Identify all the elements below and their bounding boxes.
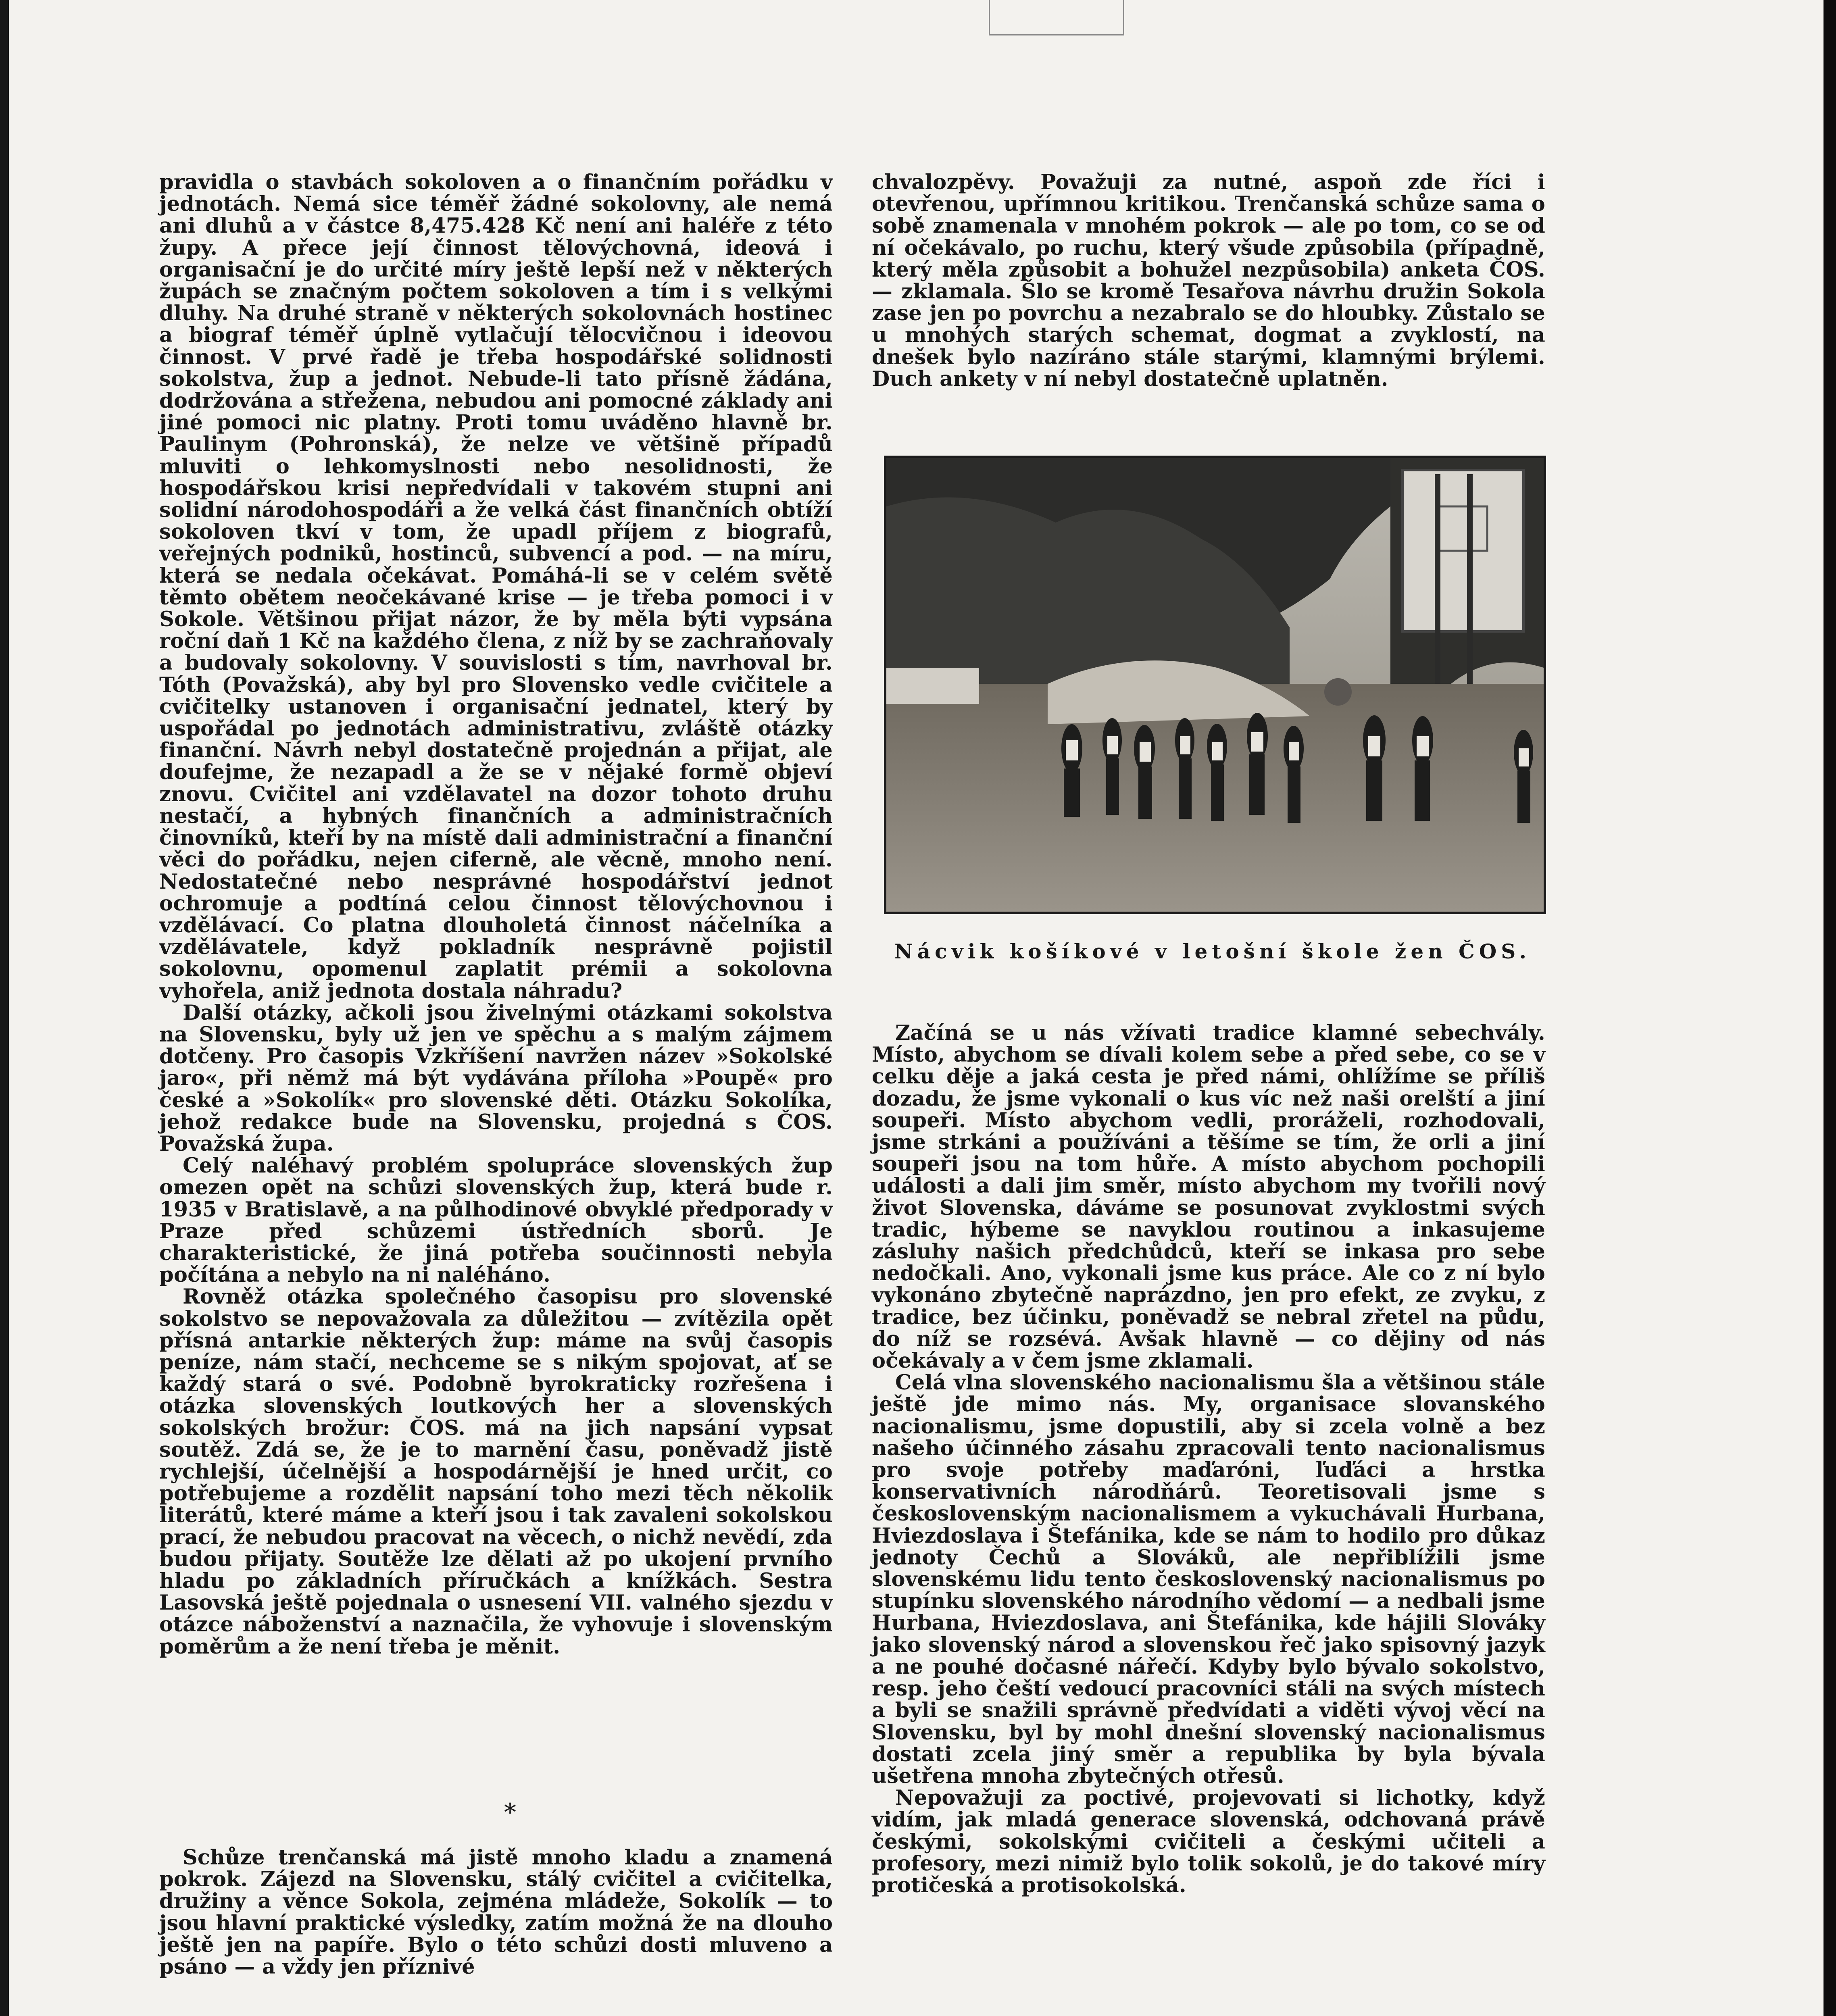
right-paragraph-1: Začíná se u nás vžívati tradice klamné sebechvály. Místo, abychom se dívali kolem sebe a před sebe, co se v celku děje a jaká cesta je před námi, ohlížíme se příliš dozadu, že jsme vykonali o kus víc než naši orelští a jiní soupeři. Místo abychom vedli, proráželi, rozhodovali, jsme strkáni a používáni a těšíme se tím, že orli a jiní soupeři jsou na tom hůře. A místo abychom pochopili události a dali jim směr, místo abychom my tvořili nový život Slovenska, dáváme se posunovat zvyklostmi svých tradic, hýbeme se navyklou routinou a inkasujeme zásluhy našich předchůdců, kteří se inkasa pro sebe nedočkali. Ano, vykonali jsme kus práce. Ale co z ní bylo vykonáno zbytečně naprázdno, jen pro efekt, ze zvyku, z tradice, bez účinku, poněvadž se nebral zřetel na půdu, do níž se rozsévá. Avšak hlavně — co dějiny od nás očekávaly a v čem jsme zklamali. <box>872 1021 1545 1373</box>
left-closing-paragraph: Schůze trenčanská má jistě mnoho kladu a znamená pokrok. Zájezd na Slovensku, stálý cvičitel a cvičitelka, družiny a věnce Sokola, zejména mládeže, Sokolík — to jsou hlavní praktické výsledky, zatím možná že na dlouho ještě jen na papíře. Bylo o této schůzi dosti mluveno a psáno — a vždy jen příznivé <box>159 1845 833 1979</box>
left-paragraph-3: Celý naléhavý problém spolupráce slovenských žup omezen opět na schůzi slovenských žup, která bude r. 1935 v Bratislavě, a na půlhodinové obvyklé předporady v Praze před schůzemi ústředních sborů. Je charakteristické, že jiná potřeba součinnosti nebyla počítána a nebylo na ni naléháno. <box>159 1154 833 1287</box>
left-paragraph-2: Další otázky, ačkoli jsou živelnými otázkami sokolstva na Slovensku, byly už jen ve spěchu a s malým zájmem dotčeny. Pro časopis Vzkříšení navržen název »Sokolské jaro«, při němž má být vydávána příloha »Poupě« pro české a »Sokolík« pro slovenské děti. Otázku Sokolíka, jehož redakce bude na Slovensku, projedná s ČOS. Považská župa. <box>159 1000 833 1156</box>
left-column <box>159 171 833 1658</box>
right-column-top <box>872 171 1545 390</box>
scan-edge <box>1823 0 1836 2016</box>
left-closing-block <box>159 1847 833 1978</box>
right-column-bottom <box>872 1022 1545 1896</box>
left-paragraph-4: Rovněž otázka společného časopisu pro slovenské sokolstvo se nepovažovala za důležitou — zvítězila opět přísná antarkie některých žup: máme na svůj časopis peníze, nám stačí, nechceme se s nikým spojovat, ať se každý stará o své. Podobně byrokraticky rozřešena i otázka slovenských loutkových her a slovenských sokolských brožur: ČOS. má na jich napsání vypsat soutěž. Zdá se, že je to marnění času, poněvadž jistě rychlejší, účelnější a hospodárnější je hned určit, co potřebujeme a rozdělit napsání toho mezi těch několik literátů, které máme a kteří jsou i tak zavaleni sokolskou prací, že nebudou pracovat na věcech, o nichž nevědí, zda budou přijaty. Soutěže lze dělati až po ukojení prvního hladu po základních příručkách a knížkách. Sestra Lasovská ještě pojednala o usnesení VII. valného sjezdu v otázce náboženství a naznačila, že vyhovuje i slovenským poměrům a že není třeba je měnit. <box>159 1285 833 1659</box>
photo-illustration <box>886 458 1544 912</box>
right-paragraph-3: Nepovažuji za poctivé, projevovati si lichotky, když vidím, jak mladá generace slovenská, odchovaná právě českými, sokolskými cvičiteli a českými učiteli a profesory, mezi nimiž bylo tolik sokolů, je do takové míry protičeská a protisokolská. <box>872 1786 1545 1897</box>
page <box>9 0 1823 2016</box>
photo-caption: Nácvik košíkové v letošní škole žen ČOS. <box>894 939 1531 963</box>
right-top-paragraph: chvalozpěvy. Považuji za nutné, aspoň zde říci i otevřenou, upřímnou kritikou. Trenčanská schůze sama o sobě znamenala v mnohém pokrok — ale po tom, co se od ní očekávalo, po ruchu, který všude způsobila (případně, který měla způsobit a bohužel nezpůsobila) anketa ČOS. — zklamala. Šlo se kromě Tesařova návrhu družin Sokola zase jen po povrchu a nezabralo se do hloubky. Zůstalo se u mnohých starých schemat, dogmat a zvyklostí, na dnešek bylo nazíráno stále starými, klamnými brýlemi. Duch ankety v ní nebyl dostatečně uplatněn. <box>872 170 1545 391</box>
basketball-training-photo <box>884 456 1546 914</box>
scan-corner-mark <box>989 0 1124 35</box>
right-paragraph-2: Celá vlna slovenského nacionalismu šla a většinou stále ještě jde mimo nás. My, organisace slovanského nacionalismu, jsme dopustili, aby si zcela volně a bez našeho účinného zásahu zpracovali tento nacionalismus pro svoje potřeby maďaróni, ľuďáci a hrstka konservativních národňárů. Teoretisovali jsme s československým nacionalismem a vykuchávali Hurbana, Hviezdoslava i Štefánika, kde se nám to hodilo pro důkaz jednoty Čechů a Slováků, ale nepřiblížili jsme slovenskému lidu tento československý nacionalismus po stupínku slovenského národního vědomí — a nedbali jsme Hurbana, Hviezdoslava, ani Štefánika, kde hájili Slováky jako slovenský národ a slovenskou řeč jako spisovný jazyk a ne pouhé dočasné nářečí. Kdyby bylo bývalo sokolstvo, resp. jeho čeští vedoucí pracovníci stáli na svých místech a byli se snažili správně předvídati a viděti vývoj věcí na Slovensku, byl by mohl dnešní slovenský nacionalismus dostati zcela jiný směr a republika by byla bývala ušetřena mnoha zbytečných otřesů. <box>872 1370 1545 1788</box>
left-paragraph-1: pravidla o stavbách sokoloven a o finančním pořádku v jednotách. Nemá sice téměř žádné sokolovny, ale nemá ani dluhů a v částce 8,475.428 Kč není ani haléře z této župy. A přece její činnost tělovýchovná, ideová i organisační je do určité míry ještě lepší než v některých župách se značným počtem sokoloven a tím i s velkými dluhy. Na druhé straně v některých sokolovnách hostinec a biograf téměř úplně vytlačují tělocvičnou i ideovou činnost. V prvé řadě je třeba hospodářské solidnosti sokolstva, žup a jednot. Nebude-li tato přísně žádána, dodržována a střežena, nebudou ani pomocné základy ani jiné pomoci nic platny. Proti tomu uváděno hlavně br. Paulinym (Pohronská), že nelze ve většině případů mluviti o lehkomyslnosti nebo nesolidnosti, že hospodářskou krisi nepředvídali v takovém stupni ani solidní národohospodáři a že velká část finančních obtíží sokoloven tkví v tom, že upadl příjem z biografů, veřejných podniků, hostinců, subvencí a pod. — na míru, která se nedala očekávat. Pomáhá-li se v celém světě těmto obětem neočekávané krise — je třeba pomoci i v Sokole. Většinou přijat názor, že by měla býti vypsána roční daň 1 Kč na každého člena, z níž by se zachraňovaly a budovaly sokolovny. V souvislosti s tím, navrhoval br. Tóth (Považská), aby byl pro Slovensko vedle cvičitele a cvičitelky ustanoven i organisační jednatel, který by uspořádal po jednotách administrativu, zvláště otázky finanční. Návrh nebyl dostatečně projednán a přijat, ale doufejme, že nezapadl a že se v nějaké formě objeví znovu. Cvičitel ani vzdělavatel na dozor tohoto druhu nestačí, a hybných finančních a administračních činovníků, kteří by na místě dali administrační a finanční věci do pořádku, nejen ciferně, ale věcně, mnoho není. Nedostatečné nebo nesprávné hospodářství jednot ochromuje a podtíná celou činnost tělovýchovnou i vzdělávací. Co platna dlouholetá činnost náčelníka a vzdělávatele, když pokladník nesprávně pojistil sokolovnu, opomenul zaplatit prémii a sokolovna vyhořela, aniž jednota dostala náhradu? <box>159 170 833 1003</box>
section-separator: * <box>504 1798 516 1826</box>
